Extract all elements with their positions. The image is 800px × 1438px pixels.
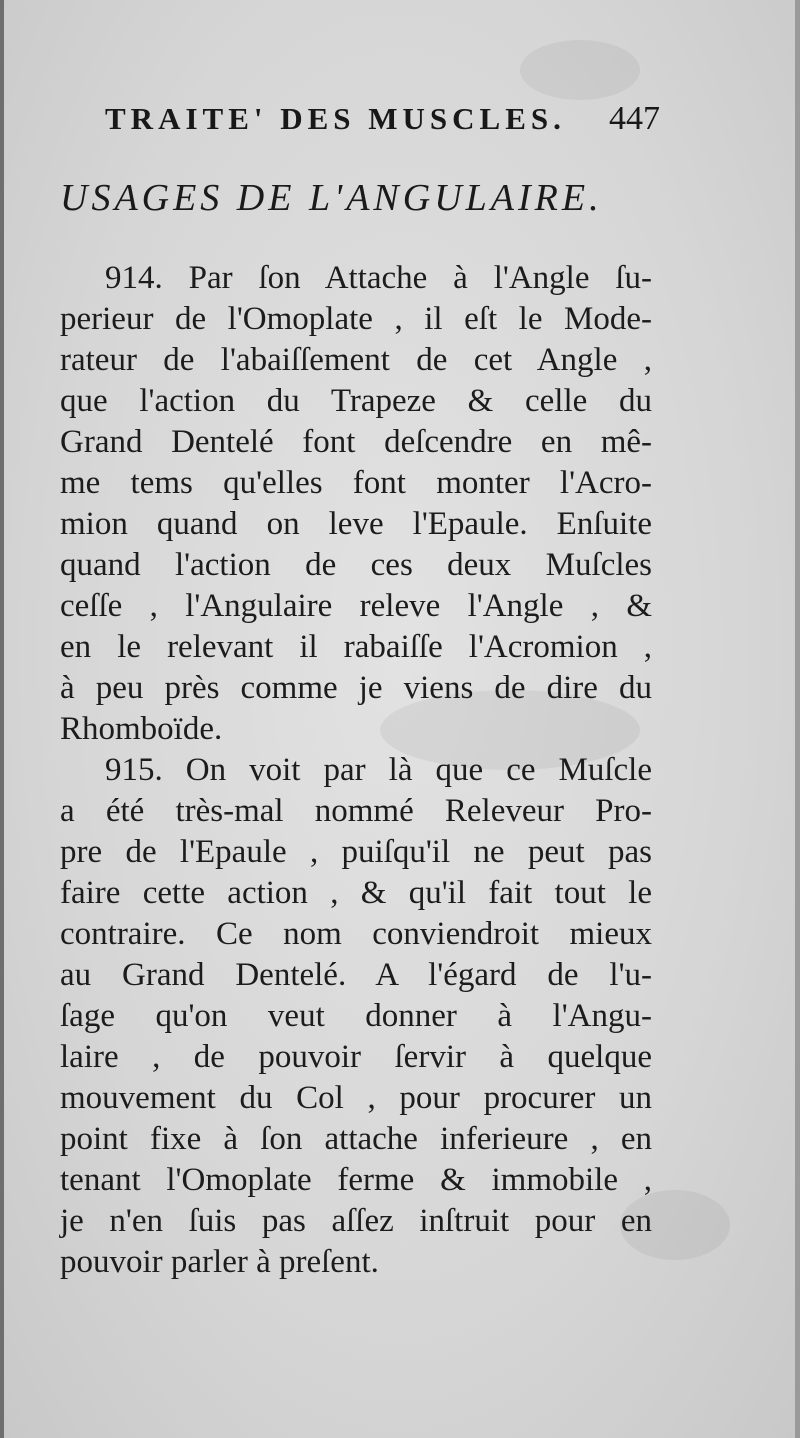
text-line: ſage qu'on veut donner à l'Angu- bbox=[60, 998, 652, 1034]
body-text bbox=[60, 258, 652, 1283]
page-right-edge bbox=[795, 0, 800, 1438]
text-line: point fixe à ſon attache inferieure , en bbox=[60, 1121, 652, 1157]
paper-stain bbox=[520, 40, 640, 100]
text-line: a été très-mal nommé Releveur Pro- bbox=[60, 793, 652, 829]
page-left-edge bbox=[0, 0, 4, 1438]
running-header bbox=[105, 100, 660, 142]
text-line: à peu près comme je viens de dire du bbox=[60, 670, 652, 706]
text-line: 915. On voit par là que ce Muſcle bbox=[105, 752, 652, 788]
text-line: Rhomboïde. bbox=[60, 711, 223, 747]
text-line: faire cette action , & qu'il fait tout le bbox=[60, 875, 652, 911]
page-number: 447 bbox=[609, 100, 660, 137]
text-line: laire , de pouvoir ſervir à quelque bbox=[60, 1039, 652, 1075]
section-title: USAGES DE L'ANGULAIRE. bbox=[60, 177, 603, 219]
running-title: TRAITE' DES MUSCLES. bbox=[105, 101, 566, 136]
text-line: 914. Par ſon Attache à l'Angle ſu- bbox=[105, 260, 652, 296]
text-line: me tems qu'elles font monter l'Acro- bbox=[60, 465, 652, 501]
text-line: contraire. Ce nom conviendroit mieux bbox=[60, 916, 652, 952]
text-line: en le relevant il rabaiſſe l'Acromion , bbox=[60, 629, 652, 665]
text-line: je n'en ſuis pas aſſez inſtruit pour en bbox=[60, 1203, 652, 1239]
text-line: que l'action du Trapeze & celle du bbox=[60, 383, 652, 419]
text-line: ceſſe , l'Angulaire releve l'Angle , & bbox=[60, 588, 652, 624]
text-line: au Grand Dentelé. A l'égard de l'u- bbox=[60, 957, 652, 993]
text-line: pouvoir parler à preſent. bbox=[60, 1244, 379, 1280]
text-line: pre de l'Epaule , puiſqu'il ne peut pas bbox=[60, 834, 652, 870]
text-line: Grand Dentelé font deſcendre en mê- bbox=[60, 424, 652, 460]
text-line: mion quand on leve l'Epaule. Enſuite bbox=[60, 506, 652, 542]
text-line: perieur de l'Omoplate , il eſt le Mode- bbox=[60, 301, 652, 337]
text-line: tenant l'Omoplate ferme & immobile , bbox=[60, 1162, 652, 1198]
text-line: quand l'action de ces deux Muſcles bbox=[60, 547, 652, 583]
text-line: rateur de l'abaiſſement de cet Angle , bbox=[60, 342, 652, 378]
text-line: mouvement du Col , pour procurer un bbox=[60, 1080, 652, 1116]
